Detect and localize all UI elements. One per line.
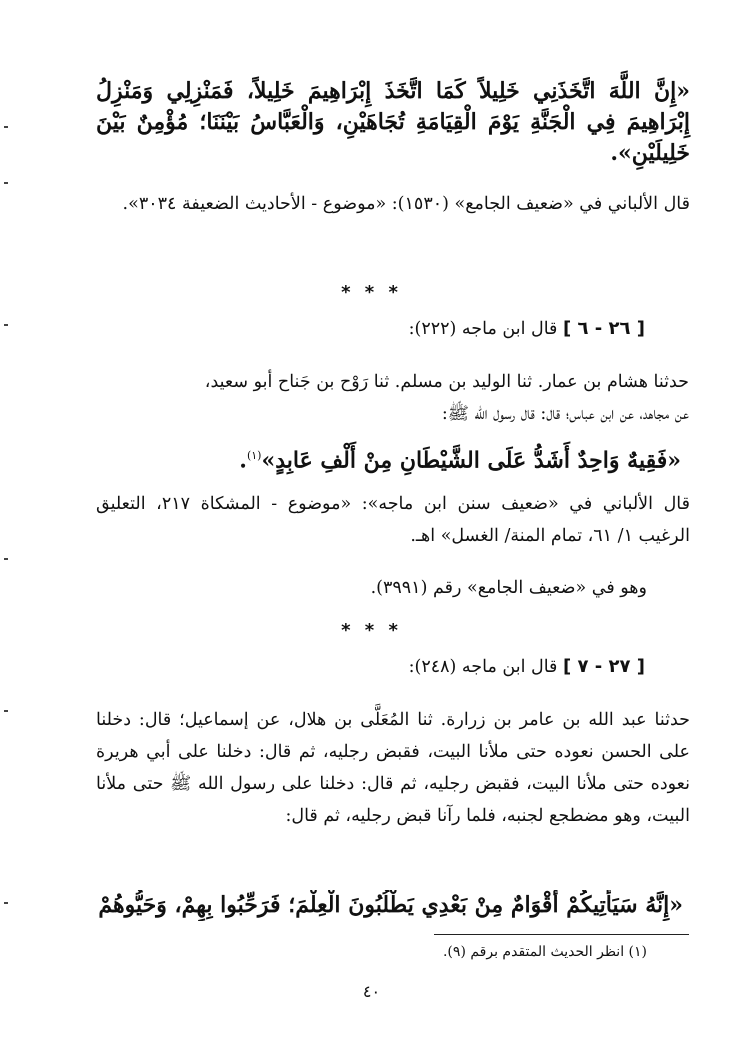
entry-number-26: [ ٢٦ - ٦ ]: [563, 318, 645, 339]
isnad-line-26a: حدثنا هشام بن عمار. ثنا الوليد بن مسلم. ثنا رَوْح بن جَناح أبو سعيد،: [204, 372, 689, 392]
section-separator-2: * * *: [341, 620, 402, 641]
grading-text-26: قال الألباني في «ضعيف سنن ابن ماجه»: «موضوع - المشكاة ٢١٧، التعليق الرغيب ١/ ٦١، تمام المنة/ الغسل» اهـ.: [96, 494, 690, 546]
scan-mark: [4, 182, 8, 184]
entry-number-27: [ ٢٧ - ٧ ]: [563, 656, 645, 677]
scan-mark: [4, 902, 8, 904]
hadith-text-1: «إِنَّ اللَّهَ اتَّخَذَنِي خَلِيلاً كَمَا اتَّخَذَ إِبْرَاهِيمَ خَلِيلاً، فَمَنْزِلِي وَمَنْزِلُ إِبْرَاهِيمَ فِي الْجَنَّةِ يَوْمَ الْقِيَامَةِ تُجَاهَيْنِ، وَالْعَبَّاسُ بَيْنَنَا؛ مُؤْمِنٌ بَيْنَ خَلِيلَيْنِ».: [96, 78, 690, 166]
scan-mark: [4, 126, 8, 128]
hadith-text-26: «فَقِيهٌ وَاحِدٌ أَشَدُّ عَلَى الشَّيْطَانِ مِنْ أَلْفِ عَابِدٍ»$^{(١)}$.: [239, 447, 681, 474]
hadith-quote-26: «فَقِيهٌ وَاحِدٌ أَشَدُّ عَلَى الشَّيْطَانِ مِنْ أَلْفِ عَابِدٍ»: [261, 447, 681, 474]
footnote-divider: [434, 934, 689, 935]
page-number: ٤٠: [362, 982, 381, 1001]
hadith-text-27: «إِنَّهُ سَيَأْتِيكُمْ أَقْوَامٌ مِنْ بَعْدِي يَطْلُبُونَ الْعِلْمَ؛ فَرَحِّبُوا بِهِمْ، وَحَيُّوهُمْ: [98, 892, 683, 918]
scan-mark: [4, 324, 8, 326]
isnad-line-26b: عن مجاهد، عن ابن عباس؛ قال: قال رسول الله ﷺ:: [441, 404, 689, 424]
scan-mark: [4, 710, 8, 712]
entry-source-27: قال ابن ماجه (٢٤٨):: [408, 657, 558, 677]
section-separator-1: * * *: [341, 282, 402, 303]
footnote-reference-1: (١): [246, 449, 262, 462]
isnad-text-27: حدثنا عبد الله بن عامر بن زرارة. ثنا المُعَلَّى بن هلال، عن إسماعيل؛ قال: دخلنا على الحسن نعوده حتى ملأنا البيت، فقبض رجليه، ثم قال: دخلنا على أبي هريرة نعوده حتى ملأنا البيت، فقبض رجليه، ثم قال: دخلنا على رسول الله ﷺ حتى ملأنا البيت، وهو مضطجع لجنبه، فلما رآنا قبض رجليه، ثم قال:: [96, 710, 690, 826]
grading-text-1: قال الألباني في «ضعيف الجامع» (١٥٣٠): «موضوع - الأحاديث الضعيفة ٣٠٣٤».: [122, 194, 690, 214]
entry-heading-26: [409, 318, 645, 339]
note-text-26: وهو في «ضعيف الجامع» رقم (٣٩٩١).: [370, 578, 647, 598]
entry-source-26: قال ابن ماجه (٢٢٢):: [408, 319, 558, 339]
scan-mark: [4, 558, 8, 560]
footnote-text: (١) انظر الحديث المتقدم برقم (٩).: [442, 944, 647, 960]
entry-heading-27: [409, 656, 645, 677]
